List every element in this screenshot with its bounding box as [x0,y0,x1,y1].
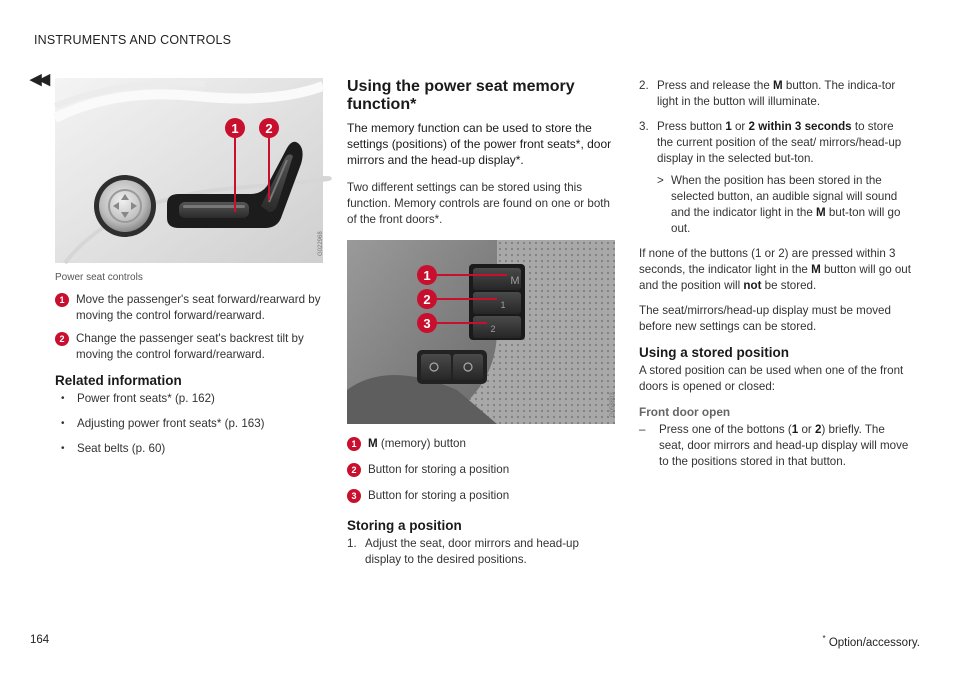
figure-code: G022968 [318,231,324,256]
result-marker: > [657,174,664,187]
svg-text:1: 1 [500,300,506,310]
callout-item [347,436,615,452]
timeout-note: If none of the buttons (1 or 2) are pressed within 3 seconds, the indicator light in the M button will go out and the position will not be stored. [639,247,911,292]
step-text: Adjust the seat, door mirrors and head-up display to the desired positions. [365,537,579,566]
related-links-list [55,391,323,457]
using-stored-position-heading: Using a stored position [639,345,790,360]
callout-badge: 1 [55,293,69,307]
callout-badge: 2 [347,463,361,477]
move-before-storing-note: The seat/mirrors/head-up display must be moved before new settings can be stored. [639,304,891,333]
related-link-power-front-seats[interactable]: • Power front seats* (p. 162) [55,391,323,407]
callout-badge: 1 [347,437,361,451]
storing-steps-list [347,536,615,568]
column-right [639,78,912,470]
section-title: Using the power seat memory function* [347,78,575,113]
power-seat-controls-illustration [55,78,323,263]
callout-item [347,462,615,478]
step-number: 1. [347,537,357,550]
column-middle [347,78,615,577]
figure-code: G058803 [610,392,616,417]
page-number: 164 [30,634,50,646]
related-link-adjusting-power-seats[interactable]: • Adjusting power front seats* (p. 163) [55,416,323,432]
callout-text: (memory) button [377,437,466,450]
step-number: 3. [639,120,649,133]
front-door-open-heading: Front door open [639,405,731,419]
callout-item [55,331,323,363]
step-result: > When the position has been stored in the selected button, an audible signal will sound and the indicator light in the M but-ton will go out. [657,174,901,235]
svg-text:2: 2 [423,292,431,307]
related-link-seat-belts[interactable]: • Seat belts (p. 60) [55,441,323,457]
callout-item [347,488,615,504]
step-item [347,536,615,568]
svg-text:3: 3 [423,316,431,331]
intro-paragraph: Two different settings can be stored using this function. Memory controls are found on one or both of the front doors*. [347,181,610,226]
svg-text:2: 2 [265,121,273,136]
callout-item [55,292,323,324]
callout-text: Change the passenger seat's backrest tilt by moving the control forward/rearward. [76,332,304,361]
memory-buttons-illustration [347,240,615,424]
seat-controls-drawing [55,78,323,263]
figure-caption: Power seat controls [55,272,143,283]
storing-steps-continued [639,78,912,237]
step-number: 2. [639,79,649,92]
step-item: 3. Press button 1 or 2 within 3 seconds to store the current position of the seat/ mirrors/head-up display in the selected but-ton. > When the position has been stored in the selected button, an audible signal will sound and the indicator light in the M but-ton will go out. [639,119,912,237]
callout-text: Button for storing a position [368,489,510,502]
callout-text: Button for storing a position [368,463,510,476]
using-stored-position-text: A stored position can be used when one of the front doors is opened or closed: [639,364,904,393]
door-open-instruction: – Press one of the bottons (1 or 2) briefly. The seat, door mirrors and head-up display will move to the positions stored in that button. [639,423,909,468]
callout-badge: 3 [347,489,361,503]
dash-marker: – [639,423,646,436]
callout-text: Move the passenger's seat forward/rearward by moving the control forward/rearward. [76,293,321,322]
step-item: 2. Press and release the M button. The indica-tor light in the button will illuminate. [639,79,896,108]
svg-text:1: 1 [231,121,239,136]
column-left [55,78,323,466]
section-lead: The memory function can be used to store the settings (positions) of the power front seats*, door mirrors and the head-up display*. [347,121,612,167]
footnote: * Option/accessory. [822,634,920,649]
callout-badge: 2 [55,332,69,346]
related-information-heading: Related information [55,373,182,388]
storing-position-heading: Storing a position [347,518,462,533]
memory-buttons-drawing [347,240,615,424]
svg-text:1: 1 [423,268,431,283]
m-button-label: M [368,437,378,450]
chapter-header: INSTRUMENTS AND CONTROLS [34,33,232,47]
svg-text:2: 2 [490,324,496,334]
previous-page-arrows-icon[interactable]: ◀◀ [30,71,48,88]
svg-text:M: M [510,275,520,287]
